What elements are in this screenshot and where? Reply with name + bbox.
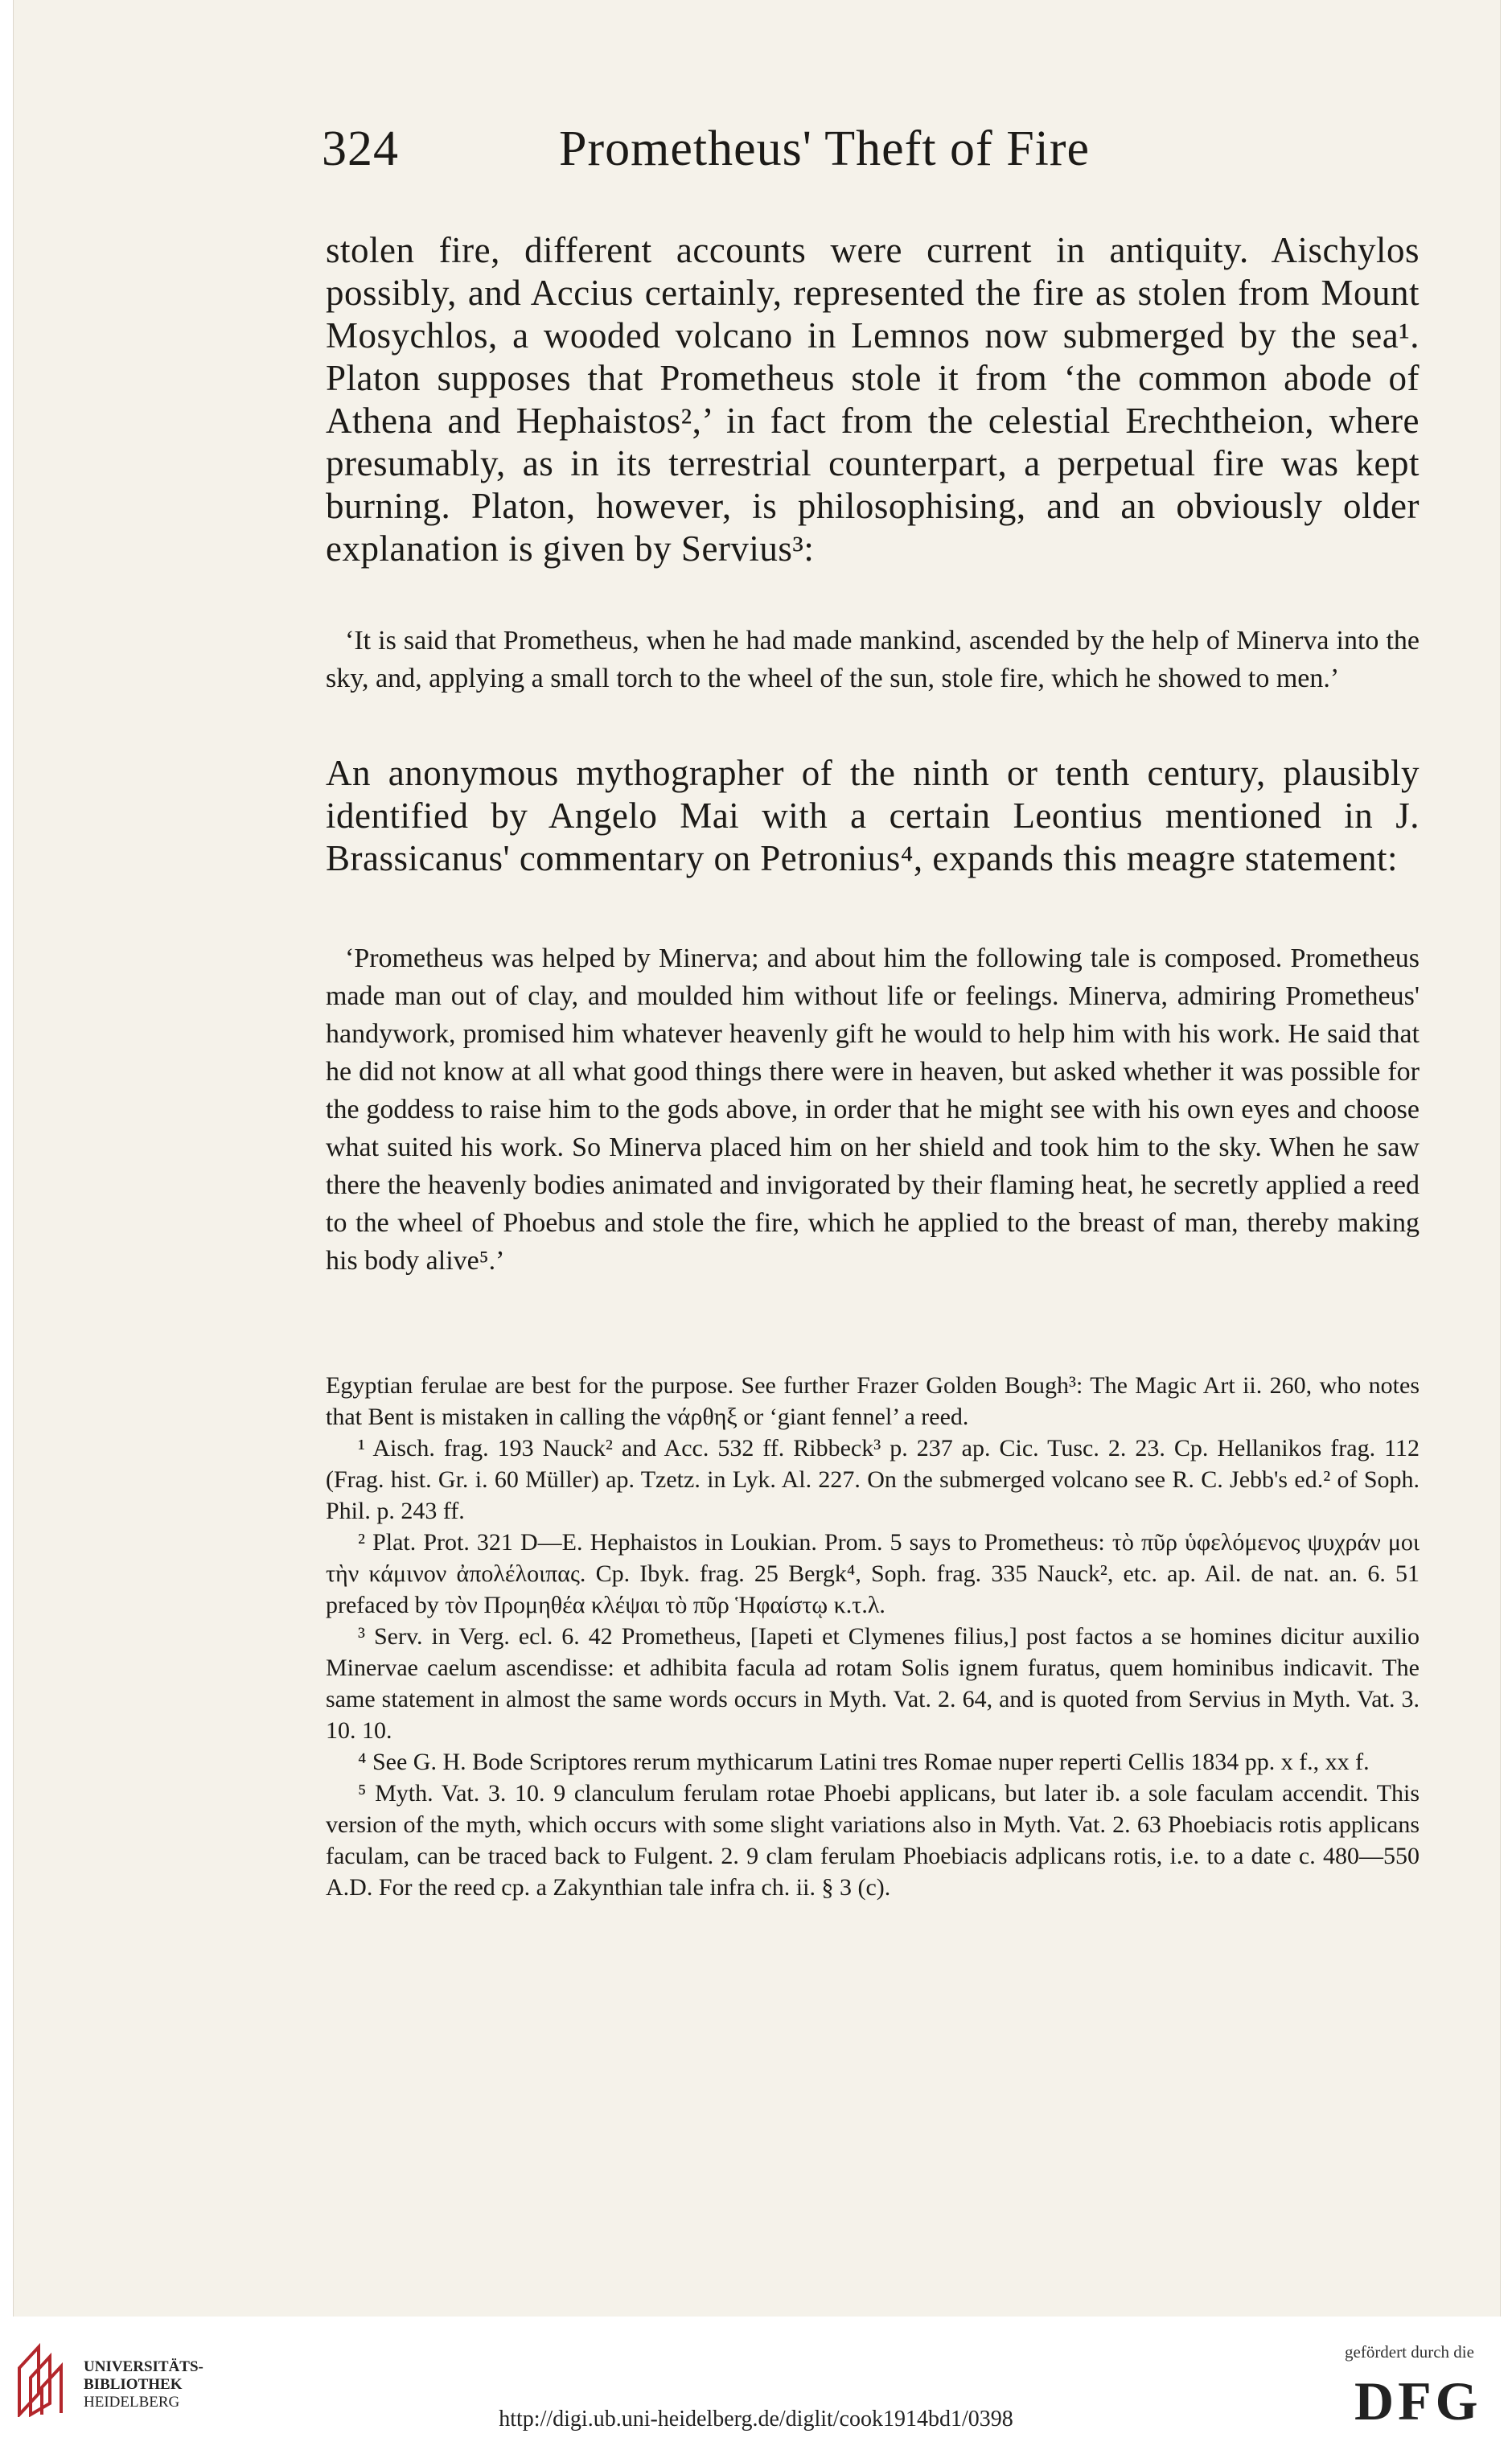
footnote-continuation: Egyptian ferulae are best for the purpose. See further Frazer Golden Bough³: The Magic Art ii. 260, who notes that Bent is mistaken in calling the νάρθηξ or ‘giant fennel’ a reed. (326, 1372, 1420, 1430)
running-header (322, 121, 1206, 193)
quote-1: ‘It is said that Prometheus, when he had made mankind, ascended by the help of Minerva into the sky, and, applying a small torch to the wheel of the sun, stole fire, which he showed to men.’ (326, 626, 1420, 693)
footnote-1: ¹ Aisch. frag. 193 Nauck² and Acc. 532 ff. Ribbeck³ p. 237 ap. Cic. Tusc. 2. 23. Cp. Hellanikos frag. 112 (Frag. hist. Gr. i. 60 Müller) ap. Tzetz. in Lyk. Al. 227. On the submerged volcano see R. C. Jebb's ed.² of Soph. Phil. p. 243 ff. (326, 1435, 1420, 1524)
footnote-5: ⁵ Myth. Vat. 3. 10. 9 clanculum ferulam rotae Phoebi applicans, but later ib. a sole faculam accendit. This version of the myth, which occurs with some slight variations also in Myth. Vat. 2. 63 Phoebiacis rotis applicans faculam, can be traced back to Fulgent. 2. 9 clam ferulam Phoebiacis adplicans rotis, i.e. to a date c. 480—550 A.D. For the reed cp. a Zakynthian tale infra ch. ii. § 3 (c). (326, 1780, 1420, 1901)
quote-2: ‘Prometheus was helped by Minerva; and about him the following tale is composed. Prometheus made man out of clay, and moulded him without life or feelings. Minerva, admiring Prometheus' handywork, promised him whatever heavenly gift he would to help him with his work. He said that he did not know at all what good things there were in heaven, but asked whether it was possible for the goddess to raise him to the gods above, in order that he might see with his own eyes and choose what suited his work. So Minerva placed him on her shield and took him to the sky. When he saw there the heavenly bodies animated and invigorated by their flaming heat, he secretly applied a reed to the wheel of Phoebus and stole the fire, which he applied to the breast of man, thereby making his body alive⁵.’ (326, 943, 1420, 1276)
block-quote-mythographer (326, 939, 1420, 1280)
library-name: UNIVERSITÄTS- BIBLIOTHEK HEIDELBERG (84, 2358, 203, 2411)
funded-by-label: gefördert durch die (1345, 2342, 1474, 2362)
dfg-logo: DFG (1354, 2370, 1482, 2432)
paragraph-1: stolen fire, different accounts were current in antiquity. Aischylos possibly, and Accius certainly, represented the fire as stolen from Mount Mosychlos, a wooded volcano in Lemnos now submerged by the sea¹. Platon supposes that Prometheus stole it from ‘the common abode of Athena and Hephaistos²,’ in fact from the celestial Erechtheion, where presumably, as in its terrestrial counterpart, a perpetual fire was kept burning. Platon, however, is philosophising, and an obviously older explanation is given by Servius³: (326, 230, 1420, 569)
paragraph-2: An anonymous mythographer of the ninth or tenth century, plausibly identified by Angelo Mai with a certain Leontius mentioned in J. Brassicanus' commentary on Petronius⁴, expands this meagre statement: (326, 753, 1420, 878)
main-text-2 (326, 752, 1420, 880)
footnotes (326, 1370, 1420, 1903)
running-title: Prometheus' Theft of Fire (559, 121, 1091, 176)
permalink-url[interactable]: http://digi.ub.uni-heidelberg.de/diglit/cook1914bd1/0398 (499, 2407, 1013, 2432)
page-number: 324 (322, 121, 399, 176)
footnote-2: ² Plat. Prot. 321 D—E. Hephaistos in Loukian. Prom. 5 says to Prometheus: τὸ πῦρ ὑφελόμενος ψυχράν μοι τὴν κάμινον ἀπολέλοιπας. Cp. Ibyk. frag. 25 Bergk⁴, Soph. frag. 335 Nauck², etc. ap. Ail. de nat. an. 6. 51 prefaced by τὸν Προμηθέα κλέψαι τὸ πῦρ Ἡφαίστῳ κ.τ.λ. (326, 1529, 1420, 1618)
library-logo-icon (14, 2341, 69, 2417)
footnote-4: ⁴ See G. H. Bode Scriptores rerum mythicarum Latini tres Romae nuper reperti Cellis 1834 pp. x f., xx f. (358, 1749, 1370, 1775)
footnote-3: ³ Serv. in Verg. ecl. 6. 42 Prometheus, [Iapeti et Clymenes filius,] post factos a se homines dicitur auxilio Minervae caelum ascendisse: et adhibita facula ad rotam Solis ignem furatus, quem hominibus indicavit. The same statement in almost the same words occurs in Myth. Vat. 2. 64, and is quoted from Servius in Myth. Vat. 3. 10. 10. (326, 1623, 1420, 1744)
block-quote-servius (326, 622, 1420, 697)
main-text (326, 229, 1420, 570)
